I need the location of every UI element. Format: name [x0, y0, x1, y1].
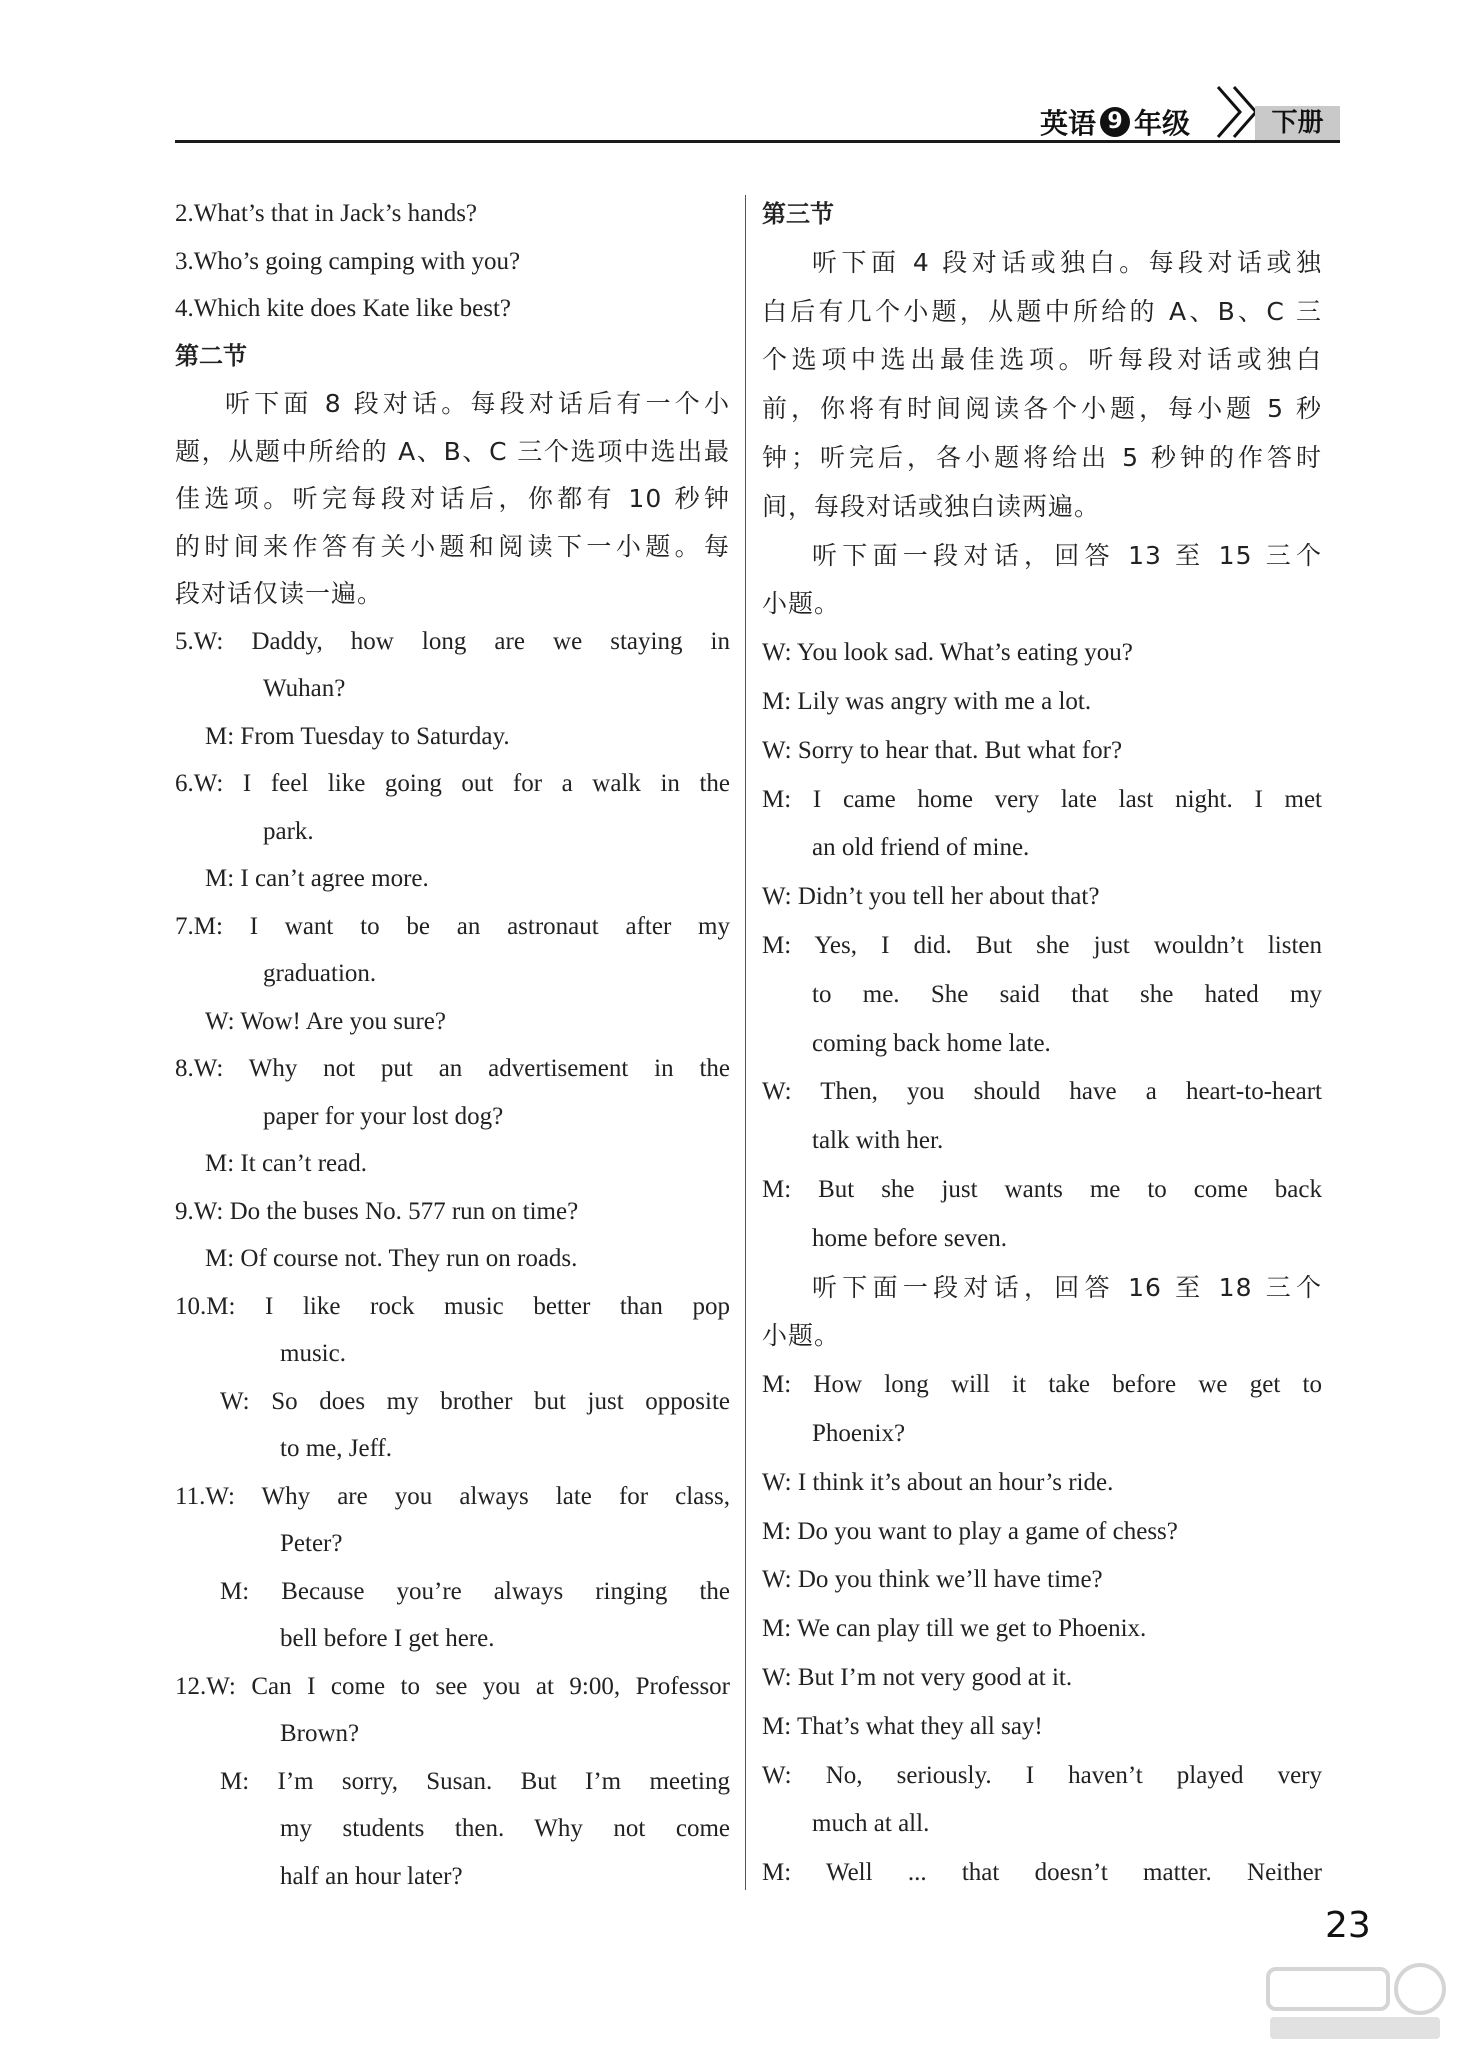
- dialogue-line: M: It can’t read.: [205, 1150, 367, 1177]
- dialogue-line: my students then. Why not come: [280, 1815, 730, 1842]
- watermark-logo: [1260, 1955, 1450, 2045]
- dialogue-line: 9.W: Do the buses No. 577 run on time?: [175, 1197, 579, 1225]
- dialogue-line: M: Do you want to play a game of chess?: [762, 1517, 1178, 1545]
- question-line: 2.What’s that in Jack’s hands?: [175, 200, 478, 227]
- instruction-line: 题，从题中所给的 A、B、C 三个选项中选出最: [175, 436, 730, 466]
- dialogue-line: 12.W: Can I come to see you at 9:00, Professor: [175, 1672, 730, 1700]
- dialogue-line: M: But she just wants me to come back: [762, 1175, 1322, 1203]
- dialogue-line: W: Sorry to hear that. But what for?: [762, 736, 1123, 764]
- instruction-line: 听下面 8 段对话。每段对话后有一个小: [225, 389, 730, 418]
- dialogue-line: M: We can play till we get to Phoenix.: [762, 1615, 1147, 1643]
- dialogue-line: M: How long will it take before we get to: [762, 1371, 1322, 1399]
- dialogue-line: 11.W: Why are you always late for class,: [175, 1482, 730, 1510]
- dialogue-line: M: I came home very late last night. I met: [762, 785, 1322, 813]
- instruction-line: 间，每段对话或独白读两遍。: [762, 491, 1101, 521]
- grade-label: 年级: [1134, 107, 1191, 140]
- dialogue-line: M: I can’t agree more.: [205, 865, 429, 892]
- dialogue-line: Brown?: [280, 1720, 360, 1747]
- question-line: 4.Which kite does Kate like best?: [175, 295, 511, 322]
- section-title: 第三节: [762, 200, 834, 228]
- dialogue-line: Peter?: [280, 1530, 343, 1557]
- dialogue-line: much at all.: [812, 1810, 930, 1838]
- instruction-line: 白后有几个小题，从题中所给的 A、B、C 三: [762, 296, 1322, 326]
- dialogue-line: to me, Jeff.: [280, 1435, 393, 1462]
- left-column: [175, 190, 730, 1900]
- dialogue-line: Wuhan?: [263, 675, 346, 702]
- column-divider: [745, 195, 746, 1890]
- dialogue-line: to me. She said that she hated my: [812, 980, 1322, 1008]
- dialogue-line: 8.W: Why not put an advertisement in the: [175, 1055, 730, 1082]
- instruction-line: 段对话仅读一遍。: [175, 579, 384, 608]
- dialogue-line: park.: [263, 817, 314, 845]
- header-rule: [175, 140, 1340, 143]
- instruction-line: 佳选项。听完每段对话后，你都有 10 秒钟: [175, 484, 730, 513]
- instruction-line: 钟；听完后，各小题将给出 5 秒钟的作答时: [762, 442, 1322, 472]
- dialogue-line: bell before I get here.: [280, 1625, 495, 1652]
- dialogue-line: half an hour later?: [280, 1862, 463, 1890]
- instruction-line: 听下面 4 段对话或独白。每段对话或独: [812, 247, 1322, 277]
- dialogue-line: Phoenix?: [812, 1419, 906, 1447]
- dialogue-line: W: Wow! Are you sure?: [205, 1007, 446, 1035]
- dialogue-line: W: Didn’t you tell her about that?: [762, 883, 1100, 911]
- dialogue-line: M: I’m sorry, Susan. But I’m meeting: [220, 1767, 730, 1795]
- dialogue-line: M: That’s what they all say!: [762, 1712, 1043, 1740]
- volume-tab: 下册: [1255, 106, 1340, 140]
- dialogue-line: home before seven.: [812, 1224, 1008, 1252]
- dialogue-line: M: Of course not. They run on roads.: [205, 1245, 578, 1272]
- dialogue-line: W: So does my brother but just opposite: [220, 1387, 730, 1415]
- dialogue-line: W: I think it’s about an hour’s ride.: [762, 1468, 1114, 1496]
- instruction-line: 小题。: [762, 1321, 841, 1351]
- page-header: [0, 0, 1457, 150]
- instruction-line: 的时间来作答有关小题和阅读下一小题。每: [175, 531, 730, 561]
- dialogue-line: M: From Tuesday to Saturday.: [205, 722, 510, 750]
- dialogue-line: coming back home late.: [812, 1029, 1051, 1057]
- dialogue-line: W: But I’m not very good at it.: [762, 1663, 1073, 1691]
- instruction-line: 小题。: [762, 589, 841, 619]
- instruction-line: 听下面一段对话，回答 13 至 15 三个: [812, 540, 1322, 570]
- subject-label: 英语: [1040, 107, 1097, 140]
- dialogue-line: M: Lily was angry with me a lot.: [762, 687, 1092, 715]
- dialogue-line: M: Because you’re always ringing the: [220, 1577, 730, 1605]
- dialogue-line: W: Then, you should have a heart-to-heart: [762, 1078, 1322, 1106]
- dialogue-line: music.: [280, 1340, 346, 1367]
- dialogue-line: 10.M: I like rock music better than pop: [175, 1292, 730, 1320]
- dialogue-line: W: You look sad. What’s eating you?: [762, 639, 1133, 667]
- dialogue-line: 5.W: Daddy, how long are we staying in: [175, 627, 730, 655]
- instruction-line: 听下面一段对话，回答 16 至 18 三个: [812, 1272, 1322, 1302]
- dialogue-line: M: Well ... that doesn’t matter. Neither: [762, 1859, 1322, 1887]
- header-title: [1040, 104, 1190, 140]
- dialogue-line: talk with her.: [812, 1127, 944, 1155]
- dialogue-line: W: No, seriously. I haven’t played very: [762, 1761, 1322, 1789]
- dialogue-line: 7.M: I want to be an astronaut after my: [175, 912, 730, 940]
- dialogue-line: W: Do you think we’ll have time?: [762, 1566, 1103, 1594]
- dialogue-line: 6.W: I feel like going out for a walk in the: [175, 770, 730, 797]
- section-title: 第二节: [175, 341, 247, 370]
- instruction-line: 个选项中选出最佳选项。听每段对话或独白: [762, 345, 1322, 375]
- grade-badge: 9: [1100, 107, 1130, 137]
- dialogue-line: graduation.: [263, 960, 377, 987]
- dialogue-line: paper for your lost dog?: [263, 1102, 504, 1130]
- page-number: 23: [1325, 1905, 1371, 1946]
- instruction-line: 前，你将有时间阅读各个小题，每小题 5 秒: [762, 394, 1322, 424]
- right-column: [762, 190, 1322, 1898]
- dialogue-line: M: Yes, I did. But she just wouldn’t listen: [762, 931, 1322, 959]
- dialogue-line: an old friend of mine.: [812, 834, 1030, 862]
- question-line: 3.Who’s going camping with you?: [175, 247, 521, 275]
